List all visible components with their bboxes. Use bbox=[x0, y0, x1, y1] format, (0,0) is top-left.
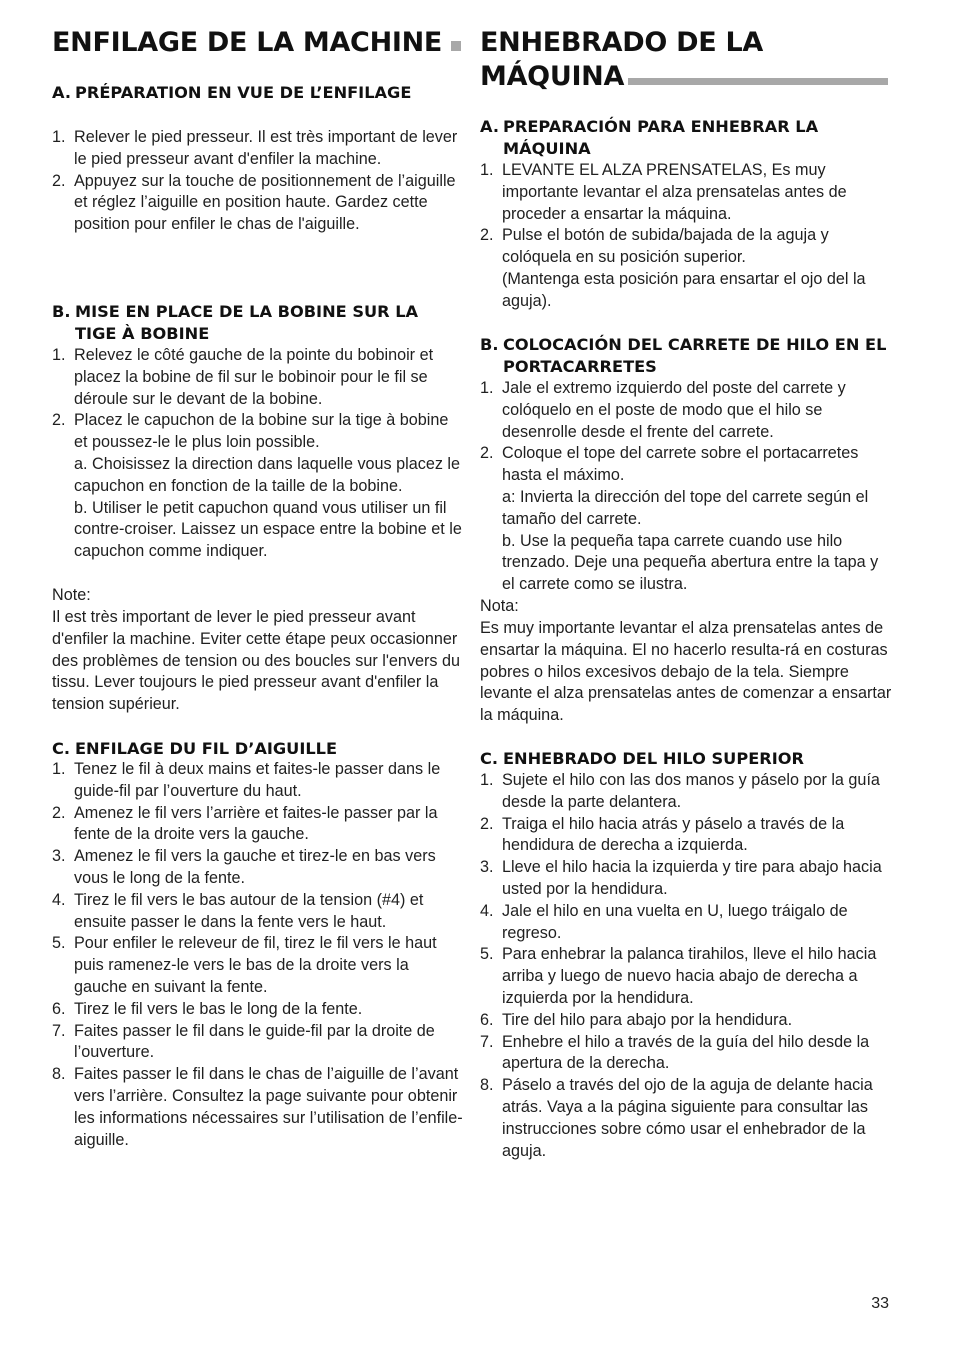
item-text: Relever le pied presseur. Il est très important de lever le pied presseur avant d'enfiler la machine. bbox=[74, 128, 458, 168]
section-heading-text: MISE EN PLACE DE LA BOBINE SUR LA TIGE À BOBINE bbox=[75, 302, 419, 343]
list-item bbox=[52, 933, 464, 998]
item-number: 3. bbox=[480, 858, 494, 877]
spanish-section-b-list bbox=[480, 378, 892, 596]
item-text: Tire del hilo para abajo por la hendidura. bbox=[502, 1010, 793, 1029]
item-number: 4. bbox=[480, 901, 494, 920]
item-sub-b: b. Utiliser le petit capuchon quand vous utiliser un fil contre-croiser. Laissez un espace entre la bobine et le capuchon comme indiquer. bbox=[74, 498, 462, 561]
list-item bbox=[52, 759, 464, 803]
list-item bbox=[480, 1010, 892, 1032]
list-item bbox=[52, 890, 464, 934]
item-sub-a: (Mantenga esta posición para ensartar el ojo del la aguja). bbox=[502, 269, 866, 310]
item-number: 2. bbox=[52, 803, 66, 822]
item-text: Relevez le côté gauche de la pointe du bobinoir et placez la bobine de fil sur le bobinoir pour le fil se déroule sur le devant de la bobine. bbox=[74, 346, 434, 408]
page-number: 33 bbox=[871, 1295, 889, 1312]
list-item bbox=[480, 857, 892, 901]
item-number: 5. bbox=[52, 934, 66, 953]
section-letter: B. bbox=[52, 302, 71, 321]
item-main-text: Pulse el botón de subida/bajada de la aguja y colóquela en su posición superior. bbox=[502, 226, 829, 267]
item-text bbox=[502, 443, 892, 596]
french-title-text: ENFILAGE DE LA MACHINE bbox=[52, 27, 443, 58]
section-heading-text: PREPARACIÓN PARA ENHEBRAR LA MÁQUINA bbox=[503, 117, 819, 158]
spanish-title bbox=[480, 26, 888, 94]
item-number: 7. bbox=[52, 1021, 66, 1040]
item-text: Faites passer le fil dans le guide-fil par la droite de l’ouverture. bbox=[74, 1021, 435, 1062]
spanish-title-line2: MÁQUINA bbox=[480, 61, 625, 92]
list-item bbox=[480, 770, 892, 814]
item-number: 1. bbox=[480, 771, 494, 789]
item-text bbox=[502, 225, 892, 312]
item-number: 8. bbox=[480, 1076, 494, 1095]
item-text: LEVANTE EL ALZA PRENSATELAS, Es muy importante levantar el alza prensatelas antes de proceder a ensartar la máquina. bbox=[502, 161, 847, 223]
section-heading-text: ENFILAGE DU FIL D’AIGUILLE bbox=[75, 739, 338, 758]
list-item bbox=[52, 999, 464, 1021]
item-text: Traiga el hilo hacia atrás y páselo a través de la hendidura de derecha a izquierda. bbox=[502, 814, 845, 855]
item-number: 1. bbox=[480, 161, 494, 179]
section-letter: A. bbox=[52, 83, 71, 102]
item-number: 5. bbox=[480, 945, 494, 964]
list-item bbox=[480, 1032, 892, 1076]
spanish-section-a-list bbox=[480, 160, 892, 313]
section-heading-text: PRÉPARATION EN VUE DE L’ENFILAGE bbox=[75, 83, 412, 102]
french-note-text: Il est très important de lever le pied presseur avant d'enfiler la machine. Eviter cette étape peux occasionner des problèmes de tension ou des boucles sur l'envers du tissu. Lever toujours le pied presseur avant d'enfiler la tension supérieur. bbox=[52, 608, 461, 714]
list-item bbox=[52, 410, 464, 563]
item-number: 7. bbox=[480, 1032, 494, 1051]
section-letter: B. bbox=[480, 335, 499, 354]
list-item bbox=[480, 944, 892, 1009]
spanish-title-bar bbox=[628, 78, 888, 85]
item-text: Tirez le fil vers le bas le long de la fente. bbox=[74, 999, 363, 1018]
item-sub-a: a: Invierta la dirección del tope del carrete según el tamaño del carrete. bbox=[502, 487, 869, 528]
item-text: Páselo a través del ojo de la aguja de delante hacia atrás. Vaya a la página siguiente para consultar las instrucciones sobre cómo usar el enhebrador de la aguja. bbox=[502, 1076, 873, 1160]
item-text: Pour enfiler le releveur de fil, tirez le fil vers le haut puis ramenez-le vers le bas de la droite vers la gauche en suivant la fente. bbox=[74, 934, 437, 996]
item-number: 1. bbox=[52, 760, 66, 778]
french-note-label: Note: bbox=[52, 586, 91, 604]
item-number: 1. bbox=[480, 379, 494, 397]
item-number: 1. bbox=[52, 346, 66, 364]
list-item bbox=[480, 814, 892, 858]
french-section-a-list bbox=[52, 127, 464, 236]
item-number: 2. bbox=[480, 226, 494, 245]
french-title bbox=[52, 26, 461, 60]
item-text: Appuyez sur la touche de positionnement de l’aiguille et réglez l’aiguille en position haute. Gardez cette position pour enfiler le chas de l'aiguille. bbox=[74, 171, 456, 234]
list-item bbox=[52, 803, 464, 847]
list-item bbox=[52, 171, 464, 236]
spanish-title-line1: ENHEBRADO DE LA bbox=[480, 27, 763, 58]
french-section-c-heading bbox=[52, 738, 464, 760]
list-item bbox=[480, 443, 892, 596]
spanish-note-label: Nota: bbox=[480, 597, 519, 615]
item-text: Enhebre el hilo a través de la guía del hilo desde la apertura de la derecha. bbox=[502, 1032, 870, 1073]
item-number: 2. bbox=[480, 444, 494, 463]
item-sub-b: b. Use la pequeña tapa carrete cuando use hilo trenzado. Deje una pequeña abertura entre la tapa y el carrete como se ilustra. bbox=[502, 531, 879, 594]
french-title-bar bbox=[451, 41, 461, 51]
list-item bbox=[480, 1075, 892, 1162]
item-text: Faites passer le fil dans le chas de l’aiguille de l’avant vers l’arrière. Consultez la page suivante pour obtenir les informations nécessaires sur l’utilisation de l’enfile-aiguille. bbox=[74, 1065, 463, 1149]
item-number: 8. bbox=[52, 1065, 66, 1084]
list-item bbox=[480, 160, 892, 225]
list-item bbox=[52, 846, 464, 890]
list-item bbox=[480, 901, 892, 945]
item-text: Tenez le fil à deux mains et faites-le passer dans le guide-fil par l’ouverture du haut. bbox=[74, 760, 441, 800]
item-main-text: Coloque el tope del carrete sobre el portacarretes hasta el máximo. bbox=[502, 444, 859, 485]
item-main-text: Placez le capuchon de la bobine sur la tige à bobine et poussez-le le plus loin possible. bbox=[74, 411, 449, 452]
list-item bbox=[480, 225, 892, 312]
list-item bbox=[52, 1021, 464, 1065]
item-text: Amenez le fil vers la gauche et tirez-le en bas vers vous le long de la fente. bbox=[74, 847, 436, 887]
spanish-section-b-heading bbox=[480, 334, 892, 378]
spanish-section-c-list bbox=[480, 770, 892, 1162]
item-text: Amenez le fil vers l’arrière et faites-le passer par la fente de la droite vers la gauche. bbox=[74, 803, 438, 844]
spanish-section-a-heading bbox=[480, 116, 892, 160]
french-section-b-heading bbox=[52, 301, 464, 345]
item-text: Jale el hilo en una vuelta en U, luego tráigalo de regreso. bbox=[502, 901, 848, 942]
french-section-b-list bbox=[52, 345, 464, 563]
section-letter: A. bbox=[480, 117, 499, 136]
list-item bbox=[52, 345, 464, 410]
item-number: 6. bbox=[480, 1010, 494, 1029]
list-item bbox=[52, 127, 464, 171]
item-text: Lleve el hilo hacia la izquierda y tire para abajo hacia usted por la hendidura. bbox=[502, 858, 882, 898]
item-number: 1. bbox=[52, 128, 66, 146]
french-section-c-list bbox=[52, 759, 464, 1151]
spanish-section-c-heading bbox=[480, 748, 892, 770]
list-item bbox=[480, 378, 892, 443]
item-number: 3. bbox=[52, 847, 66, 866]
item-text: Sujete el hilo con las dos manos y páselo por la guía desde la parte delantera. bbox=[502, 771, 880, 811]
item-number: 2. bbox=[52, 171, 66, 190]
section-letter: C. bbox=[480, 749, 499, 768]
spanish-note-text: Es muy importante levantar el alza prensatelas antes de ensartar la máquina. El no hacerlo resulta-rá en costuras pobres o hilos excesivos debajo de la tela. Siempre levante el alza prensatelas antes de comenzar a ensartar la máquina. bbox=[480, 619, 892, 725]
french-section-a-heading bbox=[52, 82, 464, 104]
item-number: 2. bbox=[480, 814, 494, 833]
section-heading-text: COLOCACIÓN DEL CARRETE DE HILO EN EL PORTACARRETES bbox=[503, 335, 887, 376]
section-letter: C. bbox=[52, 739, 71, 758]
item-text: Para enhebrar la palanca tirahilos, lleve el hilo hacia arriba y luego de nuevo hacia abajo de derecha a izquierda por la hendidura. bbox=[502, 945, 877, 1007]
item-number: 6. bbox=[52, 999, 66, 1018]
item-sub-a: a. Choisissez la direction dans laquelle vous placez le capuchon en fonction de la taille de la bobine. bbox=[74, 454, 461, 495]
section-heading-text: ENHEBRADO DEL HILO SUPERIOR bbox=[503, 749, 804, 768]
item-text bbox=[74, 410, 464, 563]
item-text: Tirez le fil vers le bas autour de la tension (#4) et ensuite passer le dans la fente vers le haut. bbox=[74, 890, 424, 931]
item-text: Jale el extremo izquierdo del poste del carrete y colóquelo en el poste de modo que el hilo se desenrolle desde el frente del carrete. bbox=[502, 379, 846, 441]
item-number: 2. bbox=[52, 411, 66, 430]
item-number: 4. bbox=[52, 890, 66, 909]
list-item bbox=[52, 1064, 464, 1151]
